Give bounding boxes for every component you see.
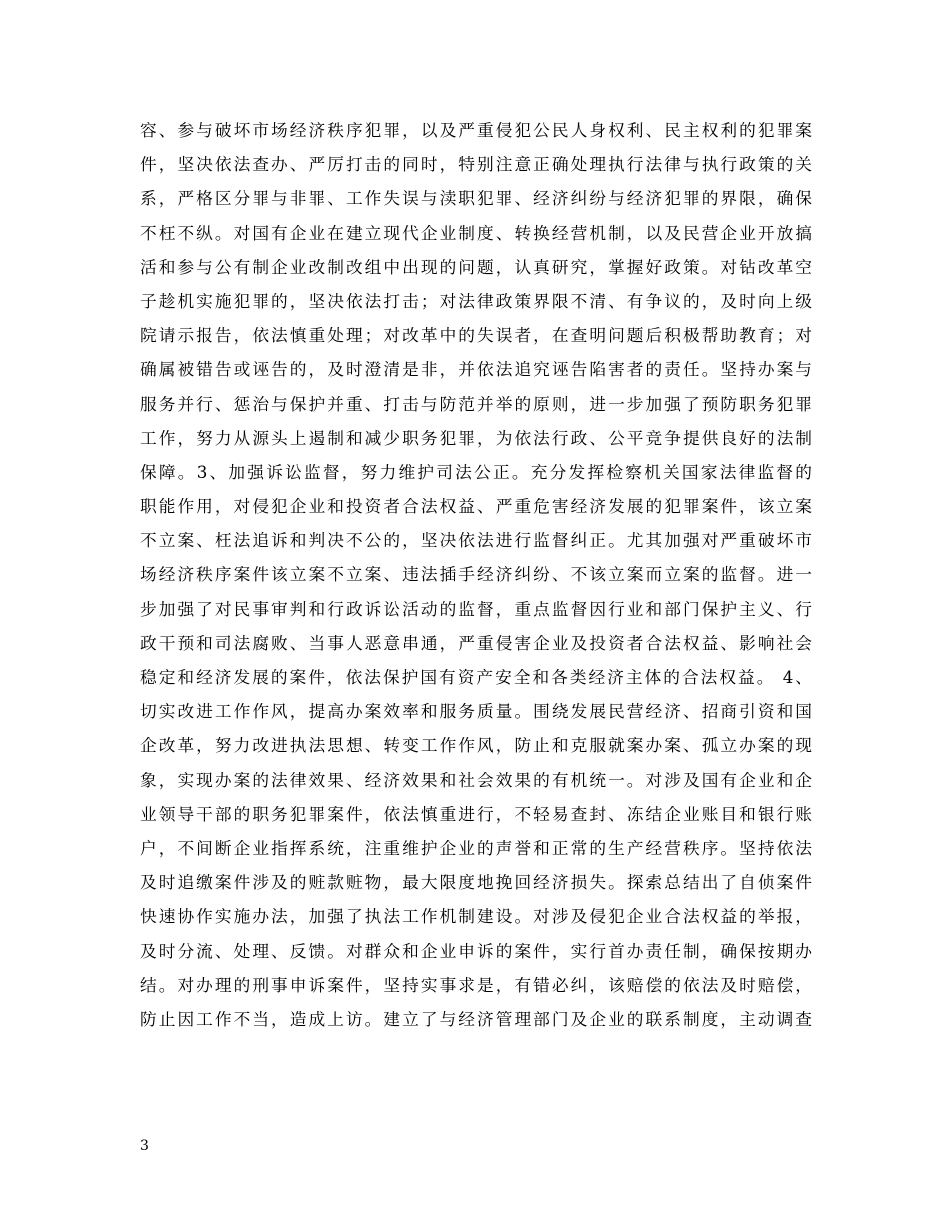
text-line: 系，严格区分罪与非罪、工作失误与渎职犯罪、经济纠纷与经济犯罪的界限，确保 [140,188,812,209]
text-line: 象，实现办案的法律效果、经济效果和社会效果的有机统一。对涉及国有企业和企 [140,769,812,790]
text-line: 工作，努力从源头上遏制和减少职务犯罪，为依法行政、公平竞争提供良好的法制 [140,427,812,448]
text-line: 确属被错告或诬告的，及时澄清是非，并依法追究诬告陷害者的责任。坚持办案与 [140,359,812,380]
text-line: 职能作用，对侵犯企业和投资者合法权益、严重危害经济发展的犯罪案件，该立案 [140,496,812,517]
text-line: 及时分流、处理、反馈。对群众和企业申诉的案件，实行首办责任制，确保按期办 [140,940,812,961]
text-line: 容、参与破坏市场经济秩序犯罪，以及严重侵犯公民人身权利、民主权利的犯罪案 [140,120,812,140]
text-line: 快速协作实施办法，加强了执法工作机制建设。对涉及侵犯企业合法权益的举报， [140,906,812,927]
page-number: 3 [140,1138,149,1154]
text-line: 稳定和经济发展的案件，依法保护国有资产安全和各类经济主体的合法权益。 4、 [140,667,812,687]
text-line: 业领导干部的职务犯罪案件，依法慎重进行，不轻易查封、冻结企业账目和银行账 [140,803,812,824]
text-line: 企改革，努力改进执法思想、转变工作作风，防止和克服就案办案、孤立办案的现 [140,735,812,756]
text-line: 不立案、枉法追诉和判决不公的，坚决依法进行监督纠正。尤其加强对严重破坏市 [140,530,812,551]
text-line: 政干预和司法腐败、当事人恶意串通，严重侵害企业及投资者合法权益、影响社会 [140,632,812,653]
text-line: 及时追缴案件涉及的赃款赃物，最大限度地挽回经济损失。探索总结出了自侦案件 [140,872,812,893]
body-text [140,113,812,1036]
text-line: 活和参与公有制企业改制改组中出现的问题，认真研究，掌握好政策。对钻改革空 [140,256,812,277]
text-line: 服务并行、惩治与保护并重、打击与防范并举的原则，进一步加强了预防职务犯罪 [140,393,812,414]
text-line: 切实改进工作作风，提高办案效率和服务质量。围绕发展民营经济、招商引资和国 [140,701,812,722]
text-line: 步加强了对民事审判和行政诉讼活动的监督，重点监督因行业和部门保护主义、行 [140,598,812,619]
text-line: 保障。3、加强诉讼监督，努力维护司法公正。充分发挥检察机关国家法律监督的 [140,461,812,482]
text-line: 件，坚决依法查办、严厉打击的同时，特别注意正确处理执行法律与执行政策的关 [140,154,812,175]
text-line: 防止因工作不当，造成上访。建立了与经济管理部门及企业的联系制度，主动调查 [140,1008,812,1029]
text-line: 场经济秩序案件该立案不立案、违法插手经济纠纷、不该立案而立案的监督。进一 [140,564,812,585]
text-line: 不枉不纵。对国有企业在建立现代企业制度、转换经营机制，以及民营企业开放搞 [140,222,812,243]
text-line: 院请示报告，依法慎重处理；对改革中的失误者，在查明问题后积极帮助教育；对 [140,325,812,346]
text-line: 结。对办理的刑事申诉案件，坚持实事求是，有错必纠，该赔偿的依法及时赔偿， [140,974,812,995]
text-line: 户，不间断企业指挥系统，注重维护企业的声誉和正常的生产经营秩序。坚持依法 [140,837,812,858]
text-line: 子趁机实施犯罪的，坚决依法打击；对法律政策界限不清、有争议的，及时向上级 [140,290,812,311]
